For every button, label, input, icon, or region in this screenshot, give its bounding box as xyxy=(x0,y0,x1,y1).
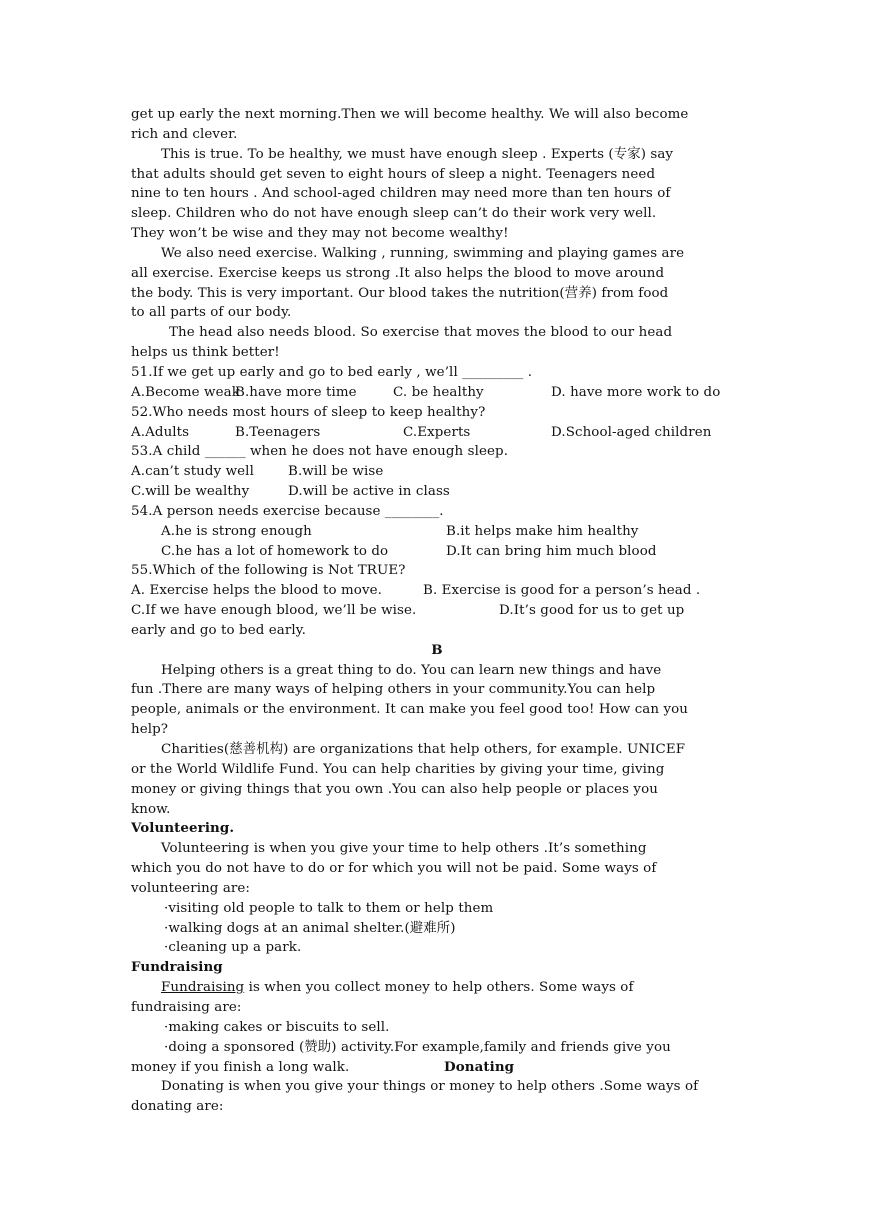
fundraising-tail: money if you finish a long walk. xyxy=(131,1059,350,1075)
option-c: C. be healthy xyxy=(393,384,484,400)
fundraising-list-item: ·making cakes or biscuits to sell. xyxy=(164,1019,390,1035)
passage-a-line: They won’t be wise and they may not become wealthy! xyxy=(131,226,509,242)
passage-a-line: all exercise. Exercise keeps us strong .It also helps the blood to move around xyxy=(131,265,665,281)
question-55: 55.Which of the following is Not TRUE? xyxy=(131,563,406,579)
question-52: 52.Who needs most hours of sleep to keep healthy? xyxy=(131,404,486,420)
option-a: A.he is strong enough xyxy=(161,523,312,539)
option-d: D. have more work to do xyxy=(551,384,721,400)
volunteering-line: which you do not have to do or for which you will not be paid. Some ways of xyxy=(131,861,657,877)
option-b: B. Exercise is good for a person’s head . xyxy=(423,583,701,599)
passage-a-line: to all parts of our body. xyxy=(131,305,292,321)
question-54-options xyxy=(131,542,743,562)
question-55-options xyxy=(131,581,743,601)
passage-b-line: money or giving things that you own .You can also help people or places you xyxy=(131,781,658,797)
passage-b-line: Charities(慈善机构) are organizations that help others, for example. UNICEF xyxy=(161,742,686,757)
option-a: A.Become weak xyxy=(131,384,240,400)
fundraising-heading: Fundraising xyxy=(131,959,223,976)
donating-line: donating are: xyxy=(131,1099,224,1115)
question-51: 51.If we get up early and go to bed early , we’ll _________ . xyxy=(131,364,533,380)
passage-a-line: that adults should get seven to eight hours of sleep a night. Teenagers need xyxy=(131,166,656,182)
option-a: A.Adults xyxy=(131,424,190,440)
passage-a-line: This is true. To be healthy, we must have enough sleep . Experts (专家) say xyxy=(161,146,674,162)
passage-b-line: fun .There are many ways of helping others in your community.You can help xyxy=(131,682,656,698)
passage-b-line: help? xyxy=(131,722,169,738)
fundraising-tail-row xyxy=(131,1058,743,1078)
volunteering-line: volunteering are: xyxy=(131,880,251,896)
passage-a-line: sleep. Children who do not have enough sleep can’t do their work very well. xyxy=(131,206,657,222)
passage-b-heading: B xyxy=(431,641,443,658)
option-b: B.have more time xyxy=(235,384,357,400)
volunteering-line: Volunteering is when you give your time to help others .It’s something xyxy=(161,841,647,857)
option-c: C.If we have enough blood, we’ll be wise. xyxy=(131,603,417,619)
option-d: D.It can bring him much blood xyxy=(446,543,657,559)
question-55-option-d-tail: early and go to bed early. xyxy=(131,622,306,638)
question-55-options xyxy=(131,601,743,621)
fundraising-list-item: ·doing a sponsored (赞助) activity.For example,family and friends give you xyxy=(164,1039,671,1055)
volunteering-list-item: ·walking dogs at an animal shelter.(避难所) xyxy=(164,920,456,936)
question-51-options xyxy=(131,383,743,403)
option-a: A. Exercise helps the blood to move. xyxy=(131,583,382,599)
option-a: A.can’t study well xyxy=(131,464,254,480)
passage-b-line: know. xyxy=(131,801,171,817)
passage-a-line: get up early the next morning.Then we will become healthy. We will also become xyxy=(131,107,689,122)
passage-a-line: nine to ten hours . And school-aged children may need more than ten hours of xyxy=(131,186,671,202)
donating-heading: Donating xyxy=(444,1058,515,1075)
question-53: 53.A child ______ when he does not have enough sleep. xyxy=(131,444,509,460)
passage-a-line: We also need exercise. Walking , running, swimming and playing games are xyxy=(161,245,685,261)
option-c: C.Experts xyxy=(403,424,471,440)
passage-b-line: Helping others is a great thing to do. You can learn new things and have xyxy=(161,662,662,678)
option-b: B.it helps make him healthy xyxy=(446,523,639,539)
document-page xyxy=(131,105,743,1117)
option-d: D.School-aged children xyxy=(551,424,712,440)
option-b: B.Teenagers xyxy=(235,424,321,440)
option-c: C.he has a lot of homework to do xyxy=(161,543,389,559)
question-54-options xyxy=(131,522,743,542)
passage-b-line: or the World Wildlife Fund. You can help charities by giving your time, giving xyxy=(131,761,665,777)
question-52-options xyxy=(131,423,743,443)
volunteering-heading: Volunteering. xyxy=(131,820,235,837)
fundraising-line-rest: is when you collect money to help others. Some ways of xyxy=(244,980,634,996)
donating-line: Donating is when you give your things or money to help others .Some ways of xyxy=(161,1079,699,1095)
fundraising-underlined-word: Fundraising xyxy=(161,980,245,996)
question-54: 54.A person needs exercise because ________. xyxy=(131,503,444,519)
volunteering-list-item: ·visiting old people to talk to them or help them xyxy=(164,900,494,916)
passage-a-line: rich and clever. xyxy=(131,126,238,142)
passage-a-line: The head also needs blood. So exercise that moves the blood to our head xyxy=(169,325,673,341)
question-53-options xyxy=(131,482,743,502)
option-c: C.will be wealthy xyxy=(131,484,250,500)
option-b: B.will be wise xyxy=(288,464,384,480)
option-d: D.will be active in class xyxy=(288,484,450,500)
option-d: D.It’s good for us to get up xyxy=(499,603,685,619)
question-53-options xyxy=(131,462,743,482)
passage-a-line: the body. This is very important. Our blood takes the nutrition(营养) from food xyxy=(131,285,669,301)
passage-a-line: helps us think better! xyxy=(131,345,280,361)
volunteering-list-item: ·cleaning up a park. xyxy=(164,940,302,956)
fundraising-line xyxy=(131,978,743,998)
fundraising-line: fundraising are: xyxy=(131,999,242,1015)
passage-b-line: people, animals or the environment. It can make you feel good too! How can you xyxy=(131,702,689,718)
